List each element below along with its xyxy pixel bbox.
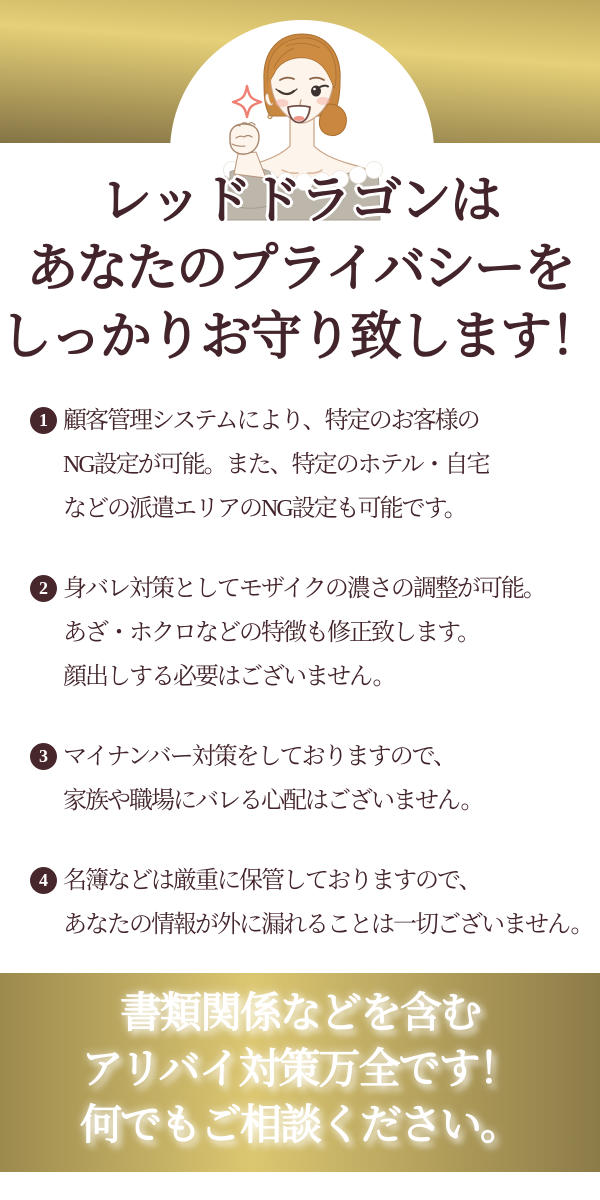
point-number-badge: 3 xyxy=(30,743,57,770)
privacy-point xyxy=(39,735,594,823)
privacy-point xyxy=(39,859,594,947)
point-number-badge: 1 xyxy=(30,407,57,434)
title-line: しっかりお守り致します！ xyxy=(0,309,600,366)
point-number-badge: 4 xyxy=(30,867,57,894)
point-text-line: あなたの情報が外に漏れることは一切ございません。 xyxy=(63,912,593,938)
footer-line: アリバイ対策万全です！ xyxy=(81,1047,519,1093)
eye-glint xyxy=(313,88,316,91)
point-text-line: 名簿などは厳重に保管しておりますので、 xyxy=(63,868,481,894)
fist xyxy=(230,124,259,154)
footer-line: 何でもご相談ください。 xyxy=(79,1103,520,1149)
blush-left xyxy=(276,99,289,107)
privacy-point xyxy=(39,399,594,531)
point-text-line: マイナンバー対策をしておりますので、 xyxy=(63,744,456,770)
privacy-point xyxy=(39,567,594,699)
privacy-points-list xyxy=(0,399,600,983)
lower-lip xyxy=(294,116,305,121)
gold-footer-band xyxy=(0,973,600,1172)
blush-right xyxy=(317,97,330,105)
title-line: レッドドラゴンは xyxy=(100,173,500,230)
point-text-line: 身バレ対策としてモザイクの濃さの調整が可能。 xyxy=(63,576,545,602)
point-text-line: などの派遣エリアのNG設定も可能です。 xyxy=(63,496,466,522)
footer-message xyxy=(0,973,600,1154)
point-number-badge: 2 xyxy=(30,575,57,602)
point-text-line: NG設定が可能。また、特定のホテル・自宅 xyxy=(63,452,489,478)
point-text-line: 顧客管理システムにより、特定のお客様の xyxy=(63,408,479,434)
page-title xyxy=(0,168,600,372)
point-text-line: 家族や職場にバレる心配はございません。 xyxy=(63,788,483,814)
point-text-line: あざ・ホクロなどの特徴も修正致します。 xyxy=(63,620,480,646)
point-text-line: 顔出しする必要はございません。 xyxy=(63,664,395,690)
title-line: あなたのプライバシーを xyxy=(26,241,574,298)
footer-line: 書類関係などを含む xyxy=(119,991,480,1037)
